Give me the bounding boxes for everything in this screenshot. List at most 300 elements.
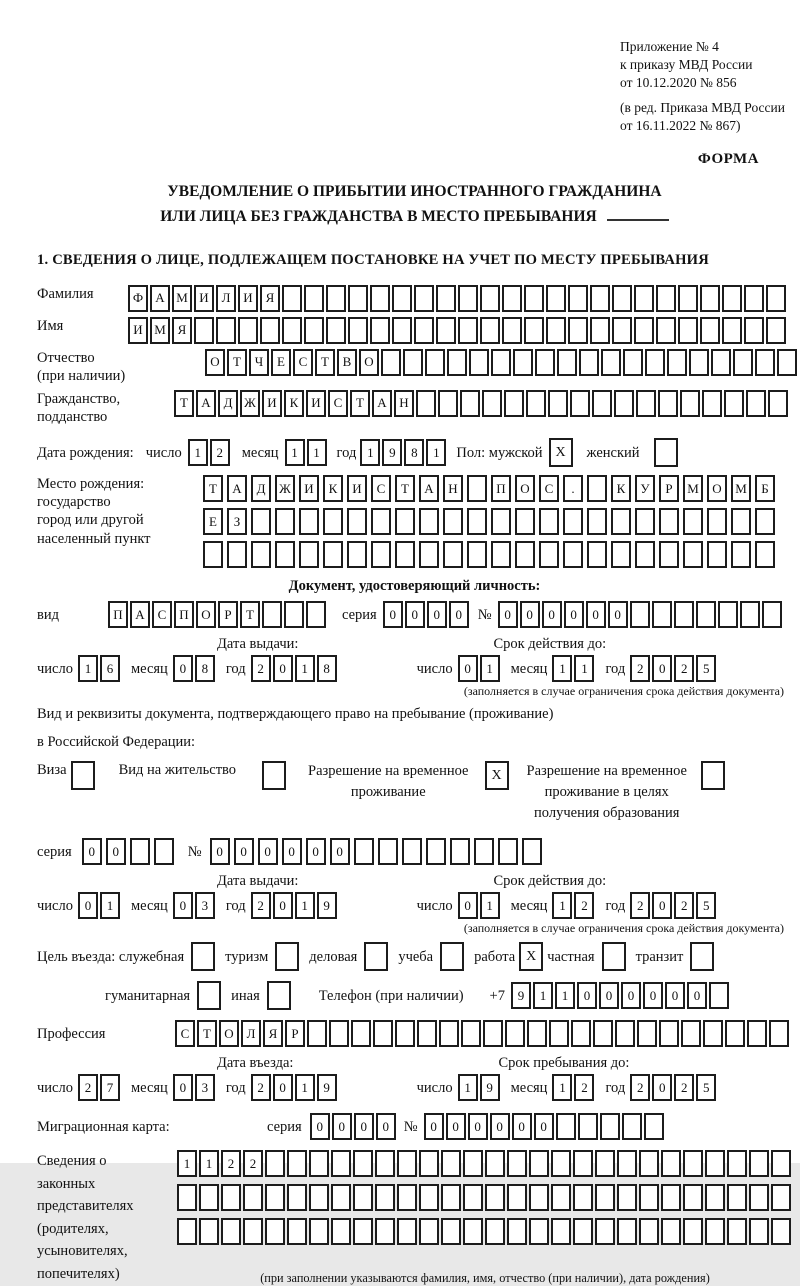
char-cell[interactable] <box>502 285 522 312</box>
char-cell[interactable] <box>678 285 698 312</box>
char-cell[interactable] <box>450 838 470 865</box>
char-cell[interactable]: 9 <box>317 892 337 919</box>
char-cell[interactable] <box>617 1150 637 1177</box>
char-cell[interactable]: 0 <box>665 982 685 1009</box>
char-cell[interactable]: 1 <box>199 1150 219 1177</box>
char-cell[interactable]: 0 <box>273 655 293 682</box>
char-cell[interactable] <box>556 1113 576 1140</box>
char-cell[interactable] <box>370 317 390 344</box>
char-cell[interactable]: 2 <box>78 1074 98 1101</box>
char-cell[interactable] <box>154 838 174 865</box>
char-cell[interactable] <box>306 601 326 628</box>
char-cell[interactable] <box>705 1218 725 1245</box>
char-cell[interactable]: 1 <box>295 655 315 682</box>
char-cell[interactable]: А <box>196 390 216 417</box>
char-cell[interactable]: Р <box>285 1020 305 1047</box>
char-cell[interactable] <box>397 1150 417 1177</box>
char-cell[interactable] <box>592 390 612 417</box>
char-cell[interactable] <box>725 1020 745 1047</box>
char-cell[interactable]: 5 <box>696 655 716 682</box>
char-cell[interactable]: С <box>293 349 313 376</box>
char-cell[interactable] <box>707 541 727 568</box>
char-cell[interactable] <box>194 317 214 344</box>
char-cell[interactable]: С <box>175 1020 195 1047</box>
char-cell[interactable] <box>485 1184 505 1211</box>
char-cell[interactable] <box>634 285 654 312</box>
char-cell[interactable] <box>397 1218 417 1245</box>
char-cell[interactable]: 1 <box>177 1150 197 1177</box>
char-cell[interactable] <box>636 390 656 417</box>
char-cell[interactable] <box>683 1218 703 1245</box>
char-cell[interactable]: 0 <box>258 838 278 865</box>
char-cell[interactable]: Ж <box>275 475 295 502</box>
char-cell[interactable]: Т <box>350 390 370 417</box>
char-cell[interactable] <box>419 508 439 535</box>
char-cell[interactable] <box>397 1184 417 1211</box>
char-cell[interactable]: 0 <box>173 1074 193 1101</box>
char-cell[interactable] <box>419 541 439 568</box>
char-cell[interactable] <box>529 1218 549 1245</box>
char-cell[interactable] <box>130 838 150 865</box>
char-cell[interactable]: Р <box>659 475 679 502</box>
char-cell[interactable]: 0 <box>542 601 562 628</box>
char-cell[interactable] <box>711 349 731 376</box>
char-cell[interactable]: 0 <box>332 1113 352 1140</box>
char-cell[interactable]: И <box>347 475 367 502</box>
char-cell[interactable] <box>707 508 727 535</box>
char-cell[interactable] <box>539 541 559 568</box>
char-cell[interactable]: М <box>172 285 192 312</box>
char-cell[interactable]: А <box>150 285 170 312</box>
char-cell[interactable] <box>480 285 500 312</box>
char-cell[interactable]: 2 <box>243 1150 263 1177</box>
char-cell[interactable]: Ф <box>128 285 148 312</box>
char-cell[interactable] <box>371 508 391 535</box>
char-cell[interactable] <box>563 508 583 535</box>
char-cell[interactable] <box>771 1150 791 1177</box>
char-cell[interactable] <box>755 349 775 376</box>
char-cell[interactable]: 0 <box>273 892 293 919</box>
char-cell[interactable]: 0 <box>210 838 230 865</box>
char-cell[interactable] <box>700 285 720 312</box>
char-cell[interactable] <box>683 541 703 568</box>
char-cell[interactable] <box>522 838 542 865</box>
char-cell[interactable] <box>749 1184 769 1211</box>
char-cell[interactable]: 0 <box>643 982 663 1009</box>
char-cell[interactable] <box>515 508 535 535</box>
char-cell[interactable] <box>683 1150 703 1177</box>
char-cell[interactable] <box>203 541 223 568</box>
char-cell[interactable]: 2 <box>210 439 230 466</box>
char-cell[interactable] <box>507 1150 527 1177</box>
char-cell[interactable] <box>634 317 654 344</box>
char-cell[interactable]: 0 <box>306 838 326 865</box>
char-cell[interactable] <box>371 541 391 568</box>
char-cell[interactable] <box>740 601 760 628</box>
char-cell[interactable]: 2 <box>630 892 650 919</box>
char-cell[interactable]: М <box>150 317 170 344</box>
char-cell[interactable] <box>395 541 415 568</box>
char-cell[interactable]: 0 <box>234 838 254 865</box>
char-cell[interactable]: . <box>563 475 583 502</box>
char-cell[interactable]: 1 <box>458 1074 478 1101</box>
char-cell[interactable] <box>568 317 588 344</box>
char-cell[interactable]: Б <box>755 475 775 502</box>
char-cell[interactable]: Т <box>227 349 247 376</box>
char-cell[interactable] <box>347 508 367 535</box>
char-cell[interactable] <box>644 1113 664 1140</box>
char-cell[interactable] <box>414 317 434 344</box>
char-cell[interactable]: 0 <box>520 601 540 628</box>
char-cell[interactable] <box>463 1218 483 1245</box>
char-cell[interactable] <box>587 508 607 535</box>
char-cell[interactable] <box>460 390 480 417</box>
checkbox-purpose-work[interactable]: X <box>519 942 543 971</box>
char-cell[interactable] <box>436 317 456 344</box>
char-cell[interactable] <box>548 390 568 417</box>
char-cell[interactable]: 0 <box>424 1113 444 1140</box>
char-cell[interactable] <box>771 1184 791 1211</box>
char-cell[interactable] <box>639 1218 659 1245</box>
char-cell[interactable]: 2 <box>674 655 694 682</box>
char-cell[interactable] <box>744 285 764 312</box>
char-cell[interactable]: 9 <box>382 439 402 466</box>
char-cell[interactable] <box>441 1150 461 1177</box>
char-cell[interactable] <box>659 1020 679 1047</box>
char-cell[interactable] <box>674 601 694 628</box>
char-cell[interactable]: 9 <box>480 1074 500 1101</box>
checkbox-temp-residence-edu[interactable] <box>701 761 725 790</box>
char-cell[interactable] <box>551 1184 571 1211</box>
char-cell[interactable] <box>347 541 367 568</box>
char-cell[interactable] <box>395 1020 415 1047</box>
char-cell[interactable] <box>507 1218 527 1245</box>
char-cell[interactable]: 0 <box>490 1113 510 1140</box>
char-cell[interactable] <box>611 508 631 535</box>
char-cell[interactable] <box>722 285 742 312</box>
char-cell[interactable]: 2 <box>674 1074 694 1101</box>
char-cell[interactable] <box>309 1184 329 1211</box>
char-cell[interactable] <box>661 1150 681 1177</box>
char-cell[interactable]: 0 <box>608 601 628 628</box>
char-cell[interactable] <box>637 1020 657 1047</box>
char-cell[interactable]: И <box>262 390 282 417</box>
char-cell[interactable] <box>526 390 546 417</box>
char-cell[interactable] <box>331 1218 351 1245</box>
char-cell[interactable]: 0 <box>282 838 302 865</box>
char-cell[interactable]: 0 <box>173 892 193 919</box>
char-cell[interactable] <box>718 601 738 628</box>
char-cell[interactable]: 1 <box>426 439 446 466</box>
char-cell[interactable] <box>419 1184 439 1211</box>
char-cell[interactable]: К <box>611 475 631 502</box>
char-cell[interactable] <box>441 1218 461 1245</box>
char-cell[interactable] <box>414 285 434 312</box>
char-cell[interactable] <box>595 1184 615 1211</box>
char-cell[interactable] <box>635 508 655 535</box>
char-cell[interactable] <box>467 475 487 502</box>
char-cell[interactable] <box>696 601 716 628</box>
char-cell[interactable] <box>262 601 282 628</box>
char-cell[interactable]: 1 <box>295 892 315 919</box>
char-cell[interactable] <box>661 1218 681 1245</box>
checkbox-female[interactable] <box>654 438 678 467</box>
char-cell[interactable]: И <box>306 390 326 417</box>
char-cell[interactable] <box>705 1184 725 1211</box>
char-cell[interactable] <box>504 390 524 417</box>
char-cell[interactable]: О <box>205 349 225 376</box>
char-cell[interactable] <box>353 1184 373 1211</box>
char-cell[interactable] <box>287 1150 307 1177</box>
char-cell[interactable]: П <box>108 601 128 628</box>
char-cell[interactable] <box>243 1218 263 1245</box>
char-cell[interactable]: О <box>515 475 535 502</box>
char-cell[interactable]: Л <box>216 285 236 312</box>
char-cell[interactable] <box>551 1150 571 1177</box>
char-cell[interactable] <box>535 349 555 376</box>
char-cell[interactable]: 6 <box>100 655 120 682</box>
char-cell[interactable] <box>573 1218 593 1245</box>
char-cell[interactable] <box>375 1150 395 1177</box>
char-cell[interactable] <box>458 285 478 312</box>
char-cell[interactable] <box>502 317 522 344</box>
char-cell[interactable] <box>678 317 698 344</box>
char-cell[interactable] <box>461 1020 481 1047</box>
char-cell[interactable]: К <box>323 475 343 502</box>
char-cell[interactable] <box>275 541 295 568</box>
char-cell[interactable] <box>700 317 720 344</box>
char-cell[interactable]: 1 <box>188 439 208 466</box>
char-cell[interactable] <box>549 1020 569 1047</box>
char-cell[interactable]: 1 <box>574 655 594 682</box>
char-cell[interactable] <box>656 317 676 344</box>
char-cell[interactable] <box>416 390 436 417</box>
char-cell[interactable] <box>529 1150 549 1177</box>
char-cell[interactable] <box>491 508 511 535</box>
char-cell[interactable] <box>275 508 295 535</box>
char-cell[interactable]: О <box>219 1020 239 1047</box>
checkbox-purpose-humanitarian[interactable] <box>197 981 221 1010</box>
char-cell[interactable]: 0 <box>534 1113 554 1140</box>
char-cell[interactable] <box>593 1020 613 1047</box>
char-cell[interactable]: Н <box>443 475 463 502</box>
char-cell[interactable] <box>265 1184 285 1211</box>
char-cell[interactable] <box>354 838 374 865</box>
char-cell[interactable] <box>595 1150 615 1177</box>
char-cell[interactable]: О <box>196 601 216 628</box>
char-cell[interactable] <box>635 541 655 568</box>
checkbox-temp-residence[interactable]: X <box>485 761 509 790</box>
char-cell[interactable] <box>251 541 271 568</box>
char-cell[interactable]: 0 <box>273 1074 293 1101</box>
checkbox-male[interactable]: X <box>549 438 573 467</box>
char-cell[interactable] <box>438 390 458 417</box>
char-cell[interactable] <box>419 1150 439 1177</box>
char-cell[interactable] <box>370 285 390 312</box>
char-cell[interactable]: Т <box>315 349 335 376</box>
char-cell[interactable] <box>419 1218 439 1245</box>
char-cell[interactable]: М <box>683 475 703 502</box>
char-cell[interactable]: Я <box>260 285 280 312</box>
char-cell[interactable] <box>727 1184 747 1211</box>
char-cell[interactable] <box>238 317 258 344</box>
char-cell[interactable] <box>199 1184 219 1211</box>
char-cell[interactable]: 0 <box>652 892 672 919</box>
char-cell[interactable] <box>749 1150 769 1177</box>
char-cell[interactable] <box>755 541 775 568</box>
char-cell[interactable] <box>485 1150 505 1177</box>
checkbox-purpose-study[interactable] <box>440 942 464 971</box>
char-cell[interactable] <box>747 1020 767 1047</box>
char-cell[interactable]: 2 <box>630 655 650 682</box>
char-cell[interactable]: 1 <box>78 655 98 682</box>
char-cell[interactable] <box>746 390 766 417</box>
char-cell[interactable]: П <box>491 475 511 502</box>
checkbox-purpose-private[interactable] <box>602 942 626 971</box>
char-cell[interactable] <box>299 508 319 535</box>
char-cell[interactable] <box>622 1113 642 1140</box>
char-cell[interactable]: 2 <box>251 892 271 919</box>
char-cell[interactable] <box>611 541 631 568</box>
char-cell[interactable]: 2 <box>674 892 694 919</box>
char-cell[interactable] <box>265 1218 285 1245</box>
char-cell[interactable] <box>601 349 621 376</box>
char-cell[interactable]: 5 <box>696 892 716 919</box>
char-cell[interactable] <box>702 390 722 417</box>
char-cell[interactable] <box>491 541 511 568</box>
char-cell[interactable] <box>615 1020 635 1047</box>
char-cell[interactable] <box>777 349 797 376</box>
char-cell[interactable] <box>769 1020 789 1047</box>
char-cell[interactable] <box>656 285 676 312</box>
char-cell[interactable]: Я <box>172 317 192 344</box>
char-cell[interactable]: 3 <box>195 1074 215 1101</box>
char-cell[interactable] <box>329 1020 349 1047</box>
char-cell[interactable] <box>221 1218 241 1245</box>
char-cell[interactable] <box>573 1184 593 1211</box>
char-cell[interactable] <box>639 1184 659 1211</box>
char-cell[interactable]: 2 <box>630 1074 650 1101</box>
char-cell[interactable] <box>766 317 786 344</box>
char-cell[interactable] <box>573 1150 593 1177</box>
char-cell[interactable]: 0 <box>330 838 350 865</box>
char-cell[interactable] <box>375 1218 395 1245</box>
char-cell[interactable] <box>727 1150 747 1177</box>
char-cell[interactable] <box>755 508 775 535</box>
char-cell[interactable] <box>260 317 280 344</box>
char-cell[interactable] <box>375 1184 395 1211</box>
char-cell[interactable] <box>563 541 583 568</box>
char-cell[interactable] <box>221 1184 241 1211</box>
char-cell[interactable]: 9 <box>317 1074 337 1101</box>
char-cell[interactable]: 1 <box>480 655 500 682</box>
char-cell[interactable] <box>703 1020 723 1047</box>
char-cell[interactable]: Е <box>203 508 223 535</box>
char-cell[interactable]: 8 <box>317 655 337 682</box>
char-cell[interactable]: 0 <box>376 1113 396 1140</box>
char-cell[interactable] <box>483 1020 503 1047</box>
char-cell[interactable]: И <box>238 285 258 312</box>
char-cell[interactable] <box>458 317 478 344</box>
char-cell[interactable] <box>216 317 236 344</box>
char-cell[interactable]: 0 <box>564 601 584 628</box>
char-cell[interactable]: 0 <box>458 655 478 682</box>
char-cell[interactable] <box>417 1020 437 1047</box>
char-cell[interactable] <box>546 317 566 344</box>
char-cell[interactable] <box>587 541 607 568</box>
char-cell[interactable]: 0 <box>599 982 619 1009</box>
char-cell[interactable] <box>722 317 742 344</box>
char-cell[interactable] <box>348 285 368 312</box>
char-cell[interactable] <box>727 1218 747 1245</box>
char-cell[interactable] <box>614 390 634 417</box>
char-cell[interactable]: 0 <box>621 982 641 1009</box>
char-cell[interactable] <box>590 317 610 344</box>
char-cell[interactable] <box>595 1218 615 1245</box>
char-cell[interactable] <box>282 317 302 344</box>
char-cell[interactable] <box>529 1184 549 1211</box>
char-cell[interactable]: 0 <box>468 1113 488 1140</box>
char-cell[interactable] <box>524 285 544 312</box>
char-cell[interactable]: С <box>152 601 172 628</box>
char-cell[interactable]: 2 <box>574 1074 594 1101</box>
checkbox-purpose-business[interactable] <box>364 942 388 971</box>
char-cell[interactable] <box>709 982 729 1009</box>
char-cell[interactable] <box>498 838 518 865</box>
char-cell[interactable] <box>326 285 346 312</box>
char-cell[interactable] <box>579 349 599 376</box>
char-cell[interactable] <box>587 475 607 502</box>
char-cell[interactable]: И <box>194 285 214 312</box>
char-cell[interactable] <box>426 838 446 865</box>
char-cell[interactable]: 1 <box>555 982 575 1009</box>
char-cell[interactable]: Т <box>203 475 223 502</box>
char-cell[interactable] <box>441 1184 461 1211</box>
char-cell[interactable] <box>659 508 679 535</box>
char-cell[interactable]: 2 <box>221 1150 241 1177</box>
char-cell[interactable]: 0 <box>310 1113 330 1140</box>
char-cell[interactable]: С <box>371 475 391 502</box>
char-cell[interactable]: 0 <box>687 982 707 1009</box>
char-cell[interactable]: А <box>227 475 247 502</box>
char-cell[interactable]: К <box>284 390 304 417</box>
char-cell[interactable]: 1 <box>533 982 553 1009</box>
char-cell[interactable]: 2 <box>251 1074 271 1101</box>
char-cell[interactable] <box>287 1218 307 1245</box>
char-cell[interactable] <box>307 1020 327 1047</box>
char-cell[interactable] <box>353 1218 373 1245</box>
char-cell[interactable]: В <box>337 349 357 376</box>
char-cell[interactable] <box>578 1113 598 1140</box>
char-cell[interactable]: 8 <box>404 439 424 466</box>
char-cell[interactable]: С <box>539 475 559 502</box>
char-cell[interactable] <box>485 1218 505 1245</box>
char-cell[interactable]: 0 <box>405 601 425 628</box>
char-cell[interactable]: Т <box>174 390 194 417</box>
checkbox-visa[interactable] <box>71 761 95 790</box>
char-cell[interactable] <box>443 541 463 568</box>
char-cell[interactable] <box>467 508 487 535</box>
char-cell[interactable] <box>482 390 502 417</box>
char-cell[interactable] <box>771 1218 791 1245</box>
char-cell[interactable]: 0 <box>427 601 447 628</box>
char-cell[interactable] <box>331 1150 351 1177</box>
char-cell[interactable] <box>683 1184 703 1211</box>
char-cell[interactable] <box>505 1020 525 1047</box>
char-cell[interactable] <box>766 285 786 312</box>
char-cell[interactable] <box>199 1218 219 1245</box>
char-cell[interactable] <box>705 1150 725 1177</box>
